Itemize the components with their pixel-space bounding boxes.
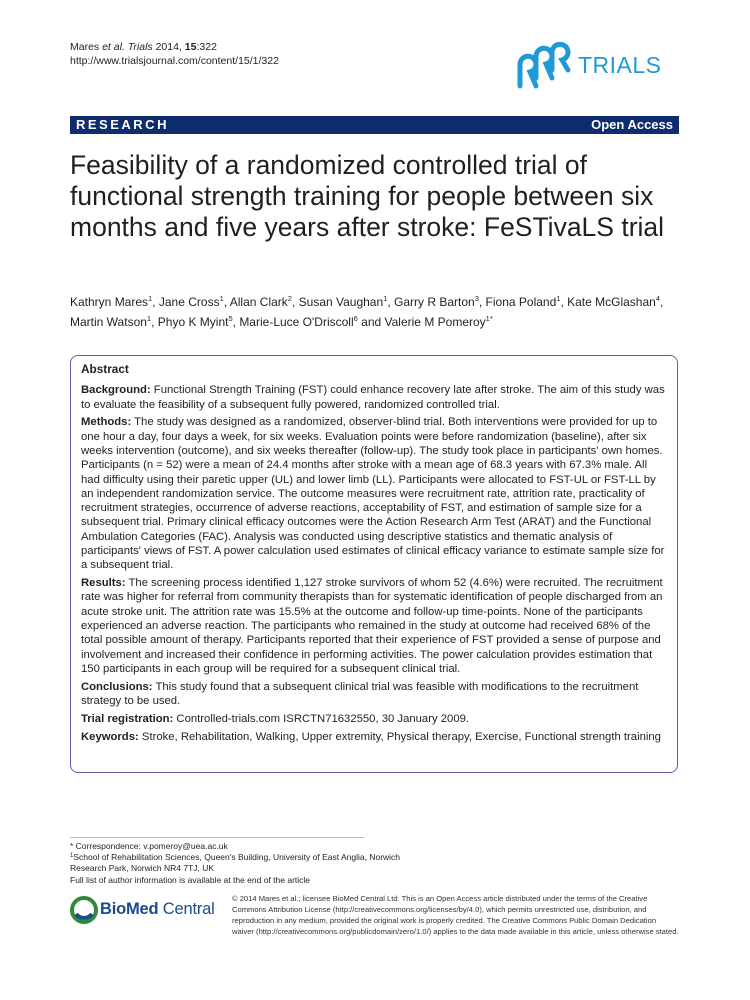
author-affiliation: 1 [148,294,153,303]
abstract-box [70,355,678,773]
trials-logo [512,42,682,92]
author-name: Kate McGlashan [567,295,656,309]
author-affiliation: 1 [219,294,224,303]
trials-logo-text: TRIALS [578,52,662,78]
correspondence-note: * Correspondence: v.pomeroy@uea.ac.uk [70,841,228,851]
biomed-logo-regular: Central [158,900,215,918]
abstract-keywords: Keywords: Stroke, Rehabilitation, Walking, Upper extremity, Physical therapy, Exercise, Functional strength training [81,730,661,743]
abstract-methods: Methods: The study was designed as a randomized, observer-blind trial. Both interventions were provided for up to one hour a day, four days a week, for six weeks. Evaluation points were before randomization (baseline), after six weeks intervention (outcome), and six weeks thereafter (follow-up). The study took place in participants' own homes. Participants (n = 52) were a mean of 24.4 months after stroke with a mean age of 68.3 years with 67.3% male. All had difficulty using their paretic upper (UL) and lower limb (LL). Participants were allocated to FST-UL or FST-LL by an independent randomization service. The outcome measures were recruitment rate, attrition rate, practicality of recruitment strategies, occurrence of adverse reactions, acceptability of FST, and estimation of sample size for a subsequent trial. Primary clinical efficacy outcomes were the Action Research Arm Test (ARAT) and the Functional Ambulation Categories (FAC). Analysis was conducted using descriptive statistics and thematic analysis of participants' views of FST. A power calculation used estimates of clinical efficacy variance to estimate sample size for a subsequent trial. [81,416,665,572]
author-separator: , [560,295,568,309]
author-separator: , [387,295,394,309]
author-name: Allan Clark [229,295,288,309]
biomed-logo-icon [70,896,98,924]
author-separator: , [151,315,158,329]
author-separator: , [232,315,240,329]
author-affiliation: 4 [655,294,660,303]
trials-logo-icon [512,42,576,92]
author-affiliation: 1 [146,314,152,323]
article-title: Feasibility of a randomized controlled trial of functional strength training for people between six months and five years after stroke: FeSTivaLS trial [70,150,665,242]
author-separator: , [660,295,664,309]
abstract-conclusions: Conclusions: This study found that a subsequent clinical trial was feasible with modifications to the recruitment strategy to be used. [81,680,639,708]
author-affiliation: 5 [228,314,233,323]
biomed-central-logo [70,896,220,924]
author-separator: , [152,295,159,309]
author-list [70,292,682,332]
author-affiliation: 6 [353,314,358,323]
license-text: © 2014 Mares et al.; licensee BioMed Central Ltd. This is an Open Access article distributed under the terms of the Creative Commons Attribution License (http://creativecommons.org/licenses/by/4.0), which permits unrestricted use, distribution, and reproduction in any medium, provided the original work is properly credited. The Creative Commons Public Domain Dedication waiver (http://creativecommons.org/publicdomain/zero/1.0/) applies to the data made available in this article, unless otherwise stated. [232,894,679,936]
section-label: RESEARCH [76,117,169,132]
author-affiliation: 1* [485,314,493,323]
author-name: Fiona Poland [485,295,557,309]
abstract-registration: Trial registration: Controlled-trials.com ISRCTN71632550, 30 January 2009. [81,712,470,725]
author-name: Marie-Luce O'Driscoll [239,315,354,329]
full-list-note: Full list of author information is available at the end of the article [70,874,311,885]
article-citation [70,40,279,68]
author-separator: and [357,315,385,329]
author-separator: , [291,295,299,309]
author-affiliation: 1 [556,294,561,303]
author-separator: , [478,295,486,309]
citation-line: Mares et al. Trials 2014, 15:322 [70,41,217,53]
open-access-label: Open Access [591,117,673,132]
author-name: Martin Watson [70,315,147,329]
author-name: Kathryn Mares [70,295,149,309]
author-name: Valerie M Pomeroy [384,315,486,329]
abstract-background: Background: Functional Strength Training (FST) could enhance recovery late after stroke. The aim of this study was to evaluate the feasibility of a subsequent fully powered, randomized controlled trial. [81,384,665,411]
footnote-divider [70,837,364,838]
section-banner [70,116,679,134]
author-name: Susan Vaughan [298,295,384,309]
author-affiliation: 3 [474,294,479,303]
author-affiliation: 1 [383,294,388,303]
author-name: Garry R Barton [394,295,475,309]
abstract-results: Results: The screening process identified 1,127 stroke survivors of whom 52 (4.6%) were recruited. The recruitment rate was higher for referral from community therapists than for systematic identification of people discharged from an acute stroke unit. The attrition rate was 15.5% at the outcome and follow-up time-points. None of the participants experienced an adverse reaction. The participants who remained in the study at outcome had received 68% of the total possible amount of therapy. Participants reported that their experience of FST provided a sense of purpose and involvement and increased their confidence in performing activities. The power calculation provides estimation that 150 participants in each group will be required for a subsequent clinical trial. [81,577,663,675]
author-separator: , [223,295,230,309]
author-name: Jane Cross [158,295,220,309]
footnotes [70,841,410,886]
author-affiliation: 2 [287,294,292,303]
article-url[interactable]: http://www.trialsjournal.com/content/15/1/322 [70,55,279,67]
affiliation-note: $^1$School of Rehabilitation Sciences, Queen's Building, University of East Anglia, Norwich Research Park, Norwich NR4 7TJ, UK [70,852,401,874]
abstract-heading: Abstract [81,362,129,376]
author-name: Phyo K Myint [157,315,229,329]
biomed-logo-bold: BioMed [100,900,159,918]
